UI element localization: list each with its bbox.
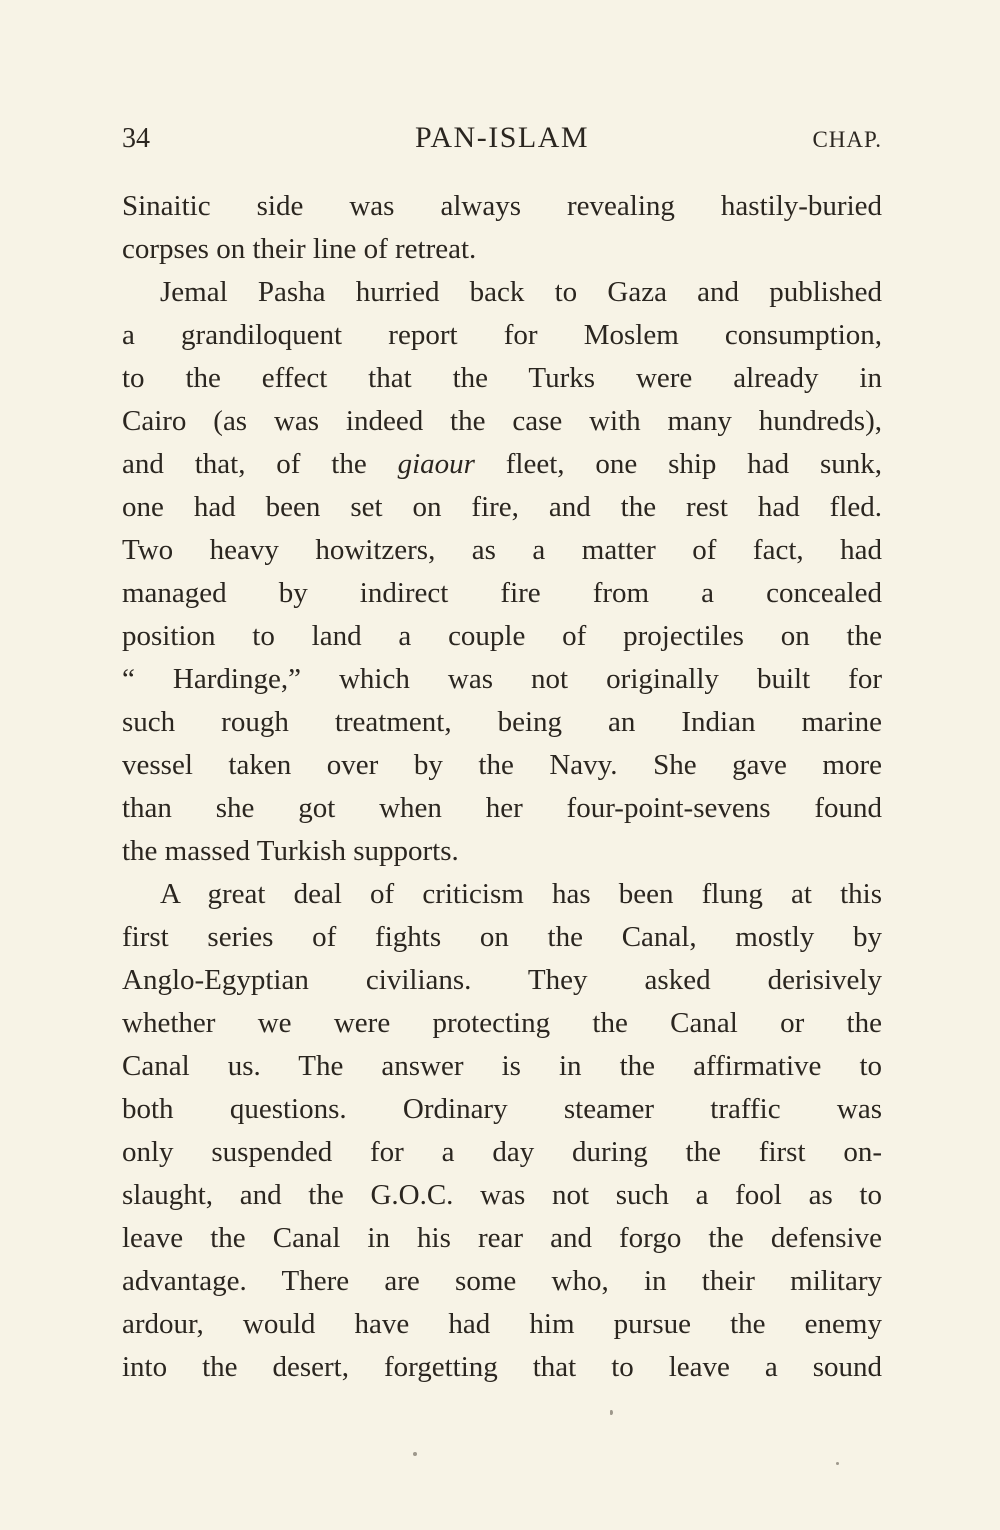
text-segment: both questions. Ordinary steamer traffic was [122,1093,882,1125]
text-segment: Two heavy howitzers, as a matter of fact, had [122,534,882,566]
text-line [122,314,882,357]
paragraph [122,271,882,873]
text-segment: Anglo-Egyptian civilians. They asked derisively [122,964,882,996]
text-line [122,615,882,658]
text-segment: leave the Canal in his rear and forgo the defensive [122,1222,882,1254]
text-segment: A great deal of criticism has been flung at this [160,878,882,910]
text-line [122,1346,882,1389]
text-line [122,486,882,529]
text-line [122,271,882,314]
page-number: 34 [122,123,150,154]
text-segment: to the effect that the Turks were already in [122,362,882,394]
ink-speck [413,1452,417,1456]
text-line [122,1217,882,1260]
running-title: PAN-ISLAM [414,121,590,154]
text-segment: the massed Turkish supports. [122,835,459,867]
text-segment: such rough treatment, being an Indian marine [122,706,882,738]
text-line [122,357,882,400]
text-line [122,185,882,228]
text-segment: vessel taken over by the Navy. She gave more [122,749,882,781]
text-segment: position to land a couple of projectiles on the [122,620,882,652]
text-segment: ardour, would have had him pursue the enemy [122,1308,882,1340]
text-line [122,572,882,615]
page-header [122,120,882,158]
text-line [122,830,882,873]
text-segment: “ Hardinge,” which was not originally built for [122,663,882,695]
text-segment: Sinaitic side was always revealing hastily-buried [122,190,882,222]
text-line [122,916,882,959]
text-segment: one had been set on fire, and the rest had fled. [122,491,882,523]
text-segment: advantage. There are some who, in their military [122,1265,882,1297]
italic-text-segment: giaour [397,448,475,480]
text-segment: Jemal Pasha hurried back to Gaza and published [160,276,882,308]
text-segment: whether we were protecting the Canal or the [122,1007,882,1039]
text-segment: than she got when her four-point-sevens found [122,792,882,824]
text-line [122,1045,882,1088]
paragraph [122,185,882,271]
text-line [122,1174,882,1217]
text-line [122,1002,882,1045]
text-line [122,873,882,916]
text-line [122,529,882,572]
text-segment: first series of fights on the Canal, mostly by [122,921,882,953]
ink-speck [836,1462,839,1465]
text-segment: a grandiloquent report for Moslem consumption, [122,319,882,351]
text-line [122,744,882,787]
ink-speck [610,1410,613,1415]
text-line [122,959,882,1002]
text-line [122,1088,882,1131]
text-line [122,658,882,701]
text-block [122,185,882,1389]
chapter-label: CHAP. [812,127,882,152]
text-line [122,1260,882,1303]
text-line [122,1303,882,1346]
text-line [122,228,882,271]
text-segment: and that, of the [122,448,398,480]
text-segment: corpses on their line of retreat. [122,233,477,265]
text-segment: into the desert, forgetting that to leave a sound [122,1351,882,1383]
text-segment: only suspended for a day during the first on- [122,1136,882,1168]
text-segment: fleet, one ship had sunk, [474,448,882,480]
text-line [122,443,882,486]
text-line [122,701,882,744]
text-line [122,1131,882,1174]
text-segment: slaught, and the G.O.C. was not such a fool as to [122,1179,882,1211]
text-segment: Canal us. The answer is in the affirmative to [122,1050,882,1082]
paragraph [122,873,882,1389]
text-segment: managed by indirect fire from a concealed [122,577,882,609]
text-line [122,787,882,830]
text-line [122,400,882,443]
text-segment: Cairo (as was indeed the case with many hundreds), [122,405,882,437]
